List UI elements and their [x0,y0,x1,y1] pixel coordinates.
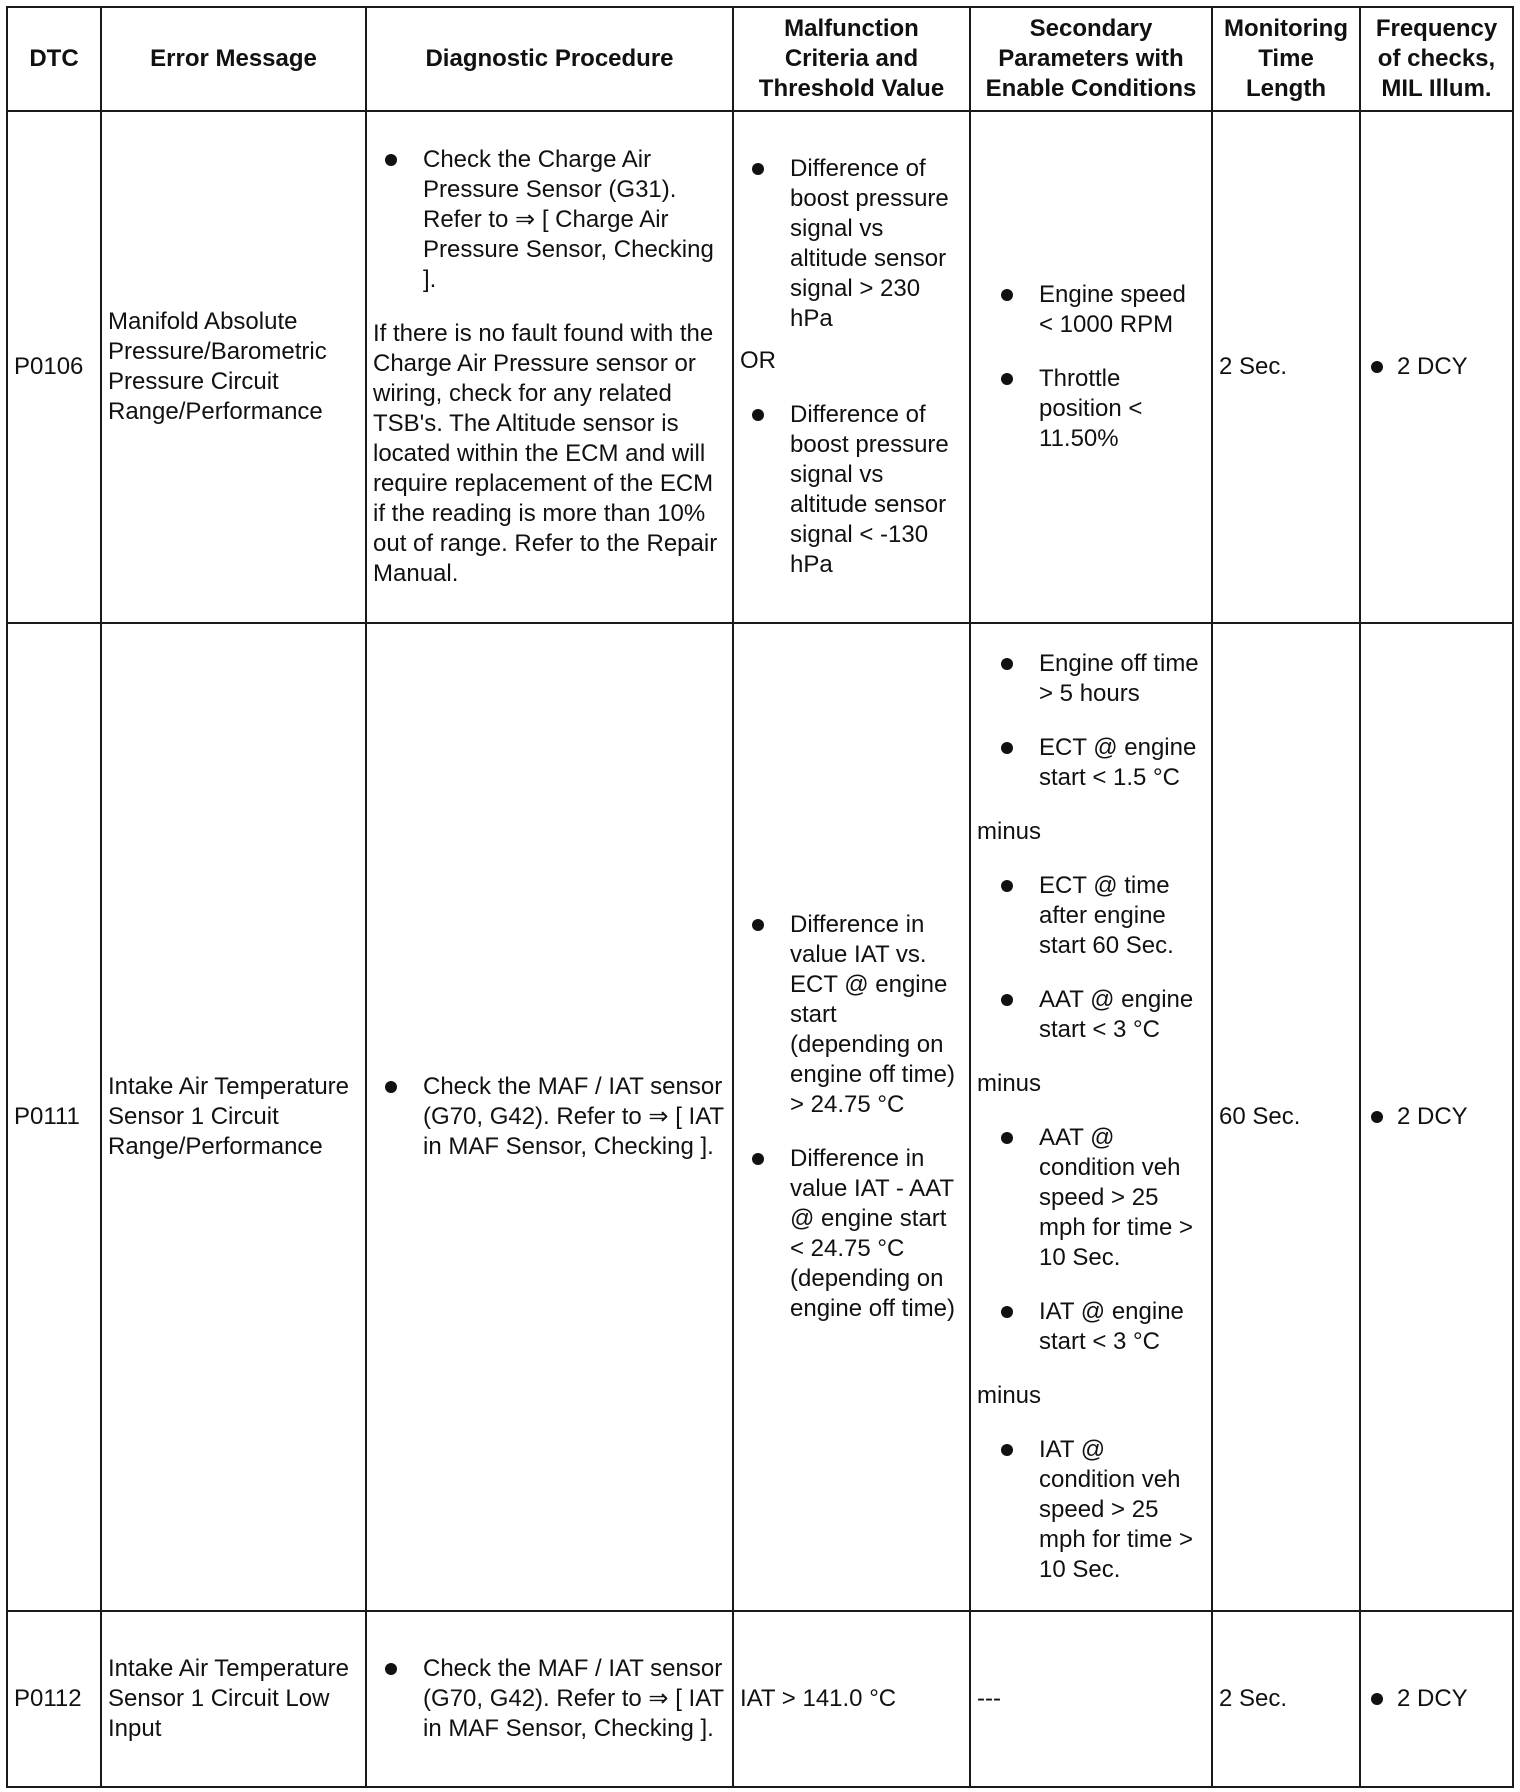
bullet-icon [1371,361,1383,373]
dtc-code: P0106 [7,111,101,623]
monitoring-time: 2 Sec. [1212,1611,1360,1787]
malfunction-criteria [733,623,970,1611]
list-item [989,1297,1205,1357]
procedure-list [373,145,726,295]
criteria-list [740,400,963,580]
secondary-parameters [970,623,1212,1611]
criteria-or: OR [740,347,776,374]
bullet-icon [1001,373,1013,385]
procedure-step: Check the MAF / IAT sensor (G70, G42). Refer to ⇒ [ IAT in MAF Sensor, Checking ]. [423,1073,724,1160]
list-item [373,1654,726,1744]
procedure-list [373,1654,726,1744]
frequency-list [1367,1684,1468,1714]
secondary-list [989,280,1205,454]
procedure-step: Check the Charge Air Pressure Sensor (G31). Refer to ⇒ [ Charge Air Pressure Sensor, Checking ]. [423,146,714,293]
bullet-icon [752,163,764,175]
bullet-icon [1001,289,1013,301]
frequency-value: 2 DCY [1397,1103,1468,1130]
header-secondary-parameters: Secondary Parameters with Enable Conditions [970,7,1212,111]
list-item [989,649,1205,709]
criteria-list [740,154,963,334]
malfunction-criteria: IAT > 141.0 °C [733,1611,970,1787]
error-message: Manifold Absolute Pressure/Barometric Pressure Circuit Range/Performance [101,111,366,623]
list-item [989,985,1205,1045]
list-item [1367,1684,1468,1714]
bullet-icon [1001,880,1013,892]
list-item [989,871,1205,961]
secondary-item: IAT @ engine start < 3 °C [1039,1298,1184,1355]
list-item [989,364,1205,454]
dtc-code: P0112 [7,1611,101,1787]
bullet-icon [752,409,764,421]
bullet-icon [1371,1693,1383,1705]
header-monitoring-time: Monitoring Time Length [1212,7,1360,111]
header-error-message: Error Message [101,7,366,111]
frequency-cell [1360,111,1513,623]
bullet-icon [385,154,397,166]
list-item [373,145,726,295]
secondary-parameters: --- [970,1611,1212,1787]
frequency-list [1367,352,1468,382]
bullet-icon [1001,1132,1013,1144]
list-item [989,280,1205,340]
secondary-item: Throttle position < 11.50% [1039,365,1143,452]
diagnostic-procedure [366,1611,733,1787]
frequency-value: 2 DCY [1397,353,1468,380]
criteria-item: Difference of boost pressure signal vs altitude sensor signal > 230 hPa [790,155,949,332]
secondary-item: Engine off time > 5 hours [1039,650,1199,707]
criteria-item: Difference in value IAT - AAT @ engine start < 24.75 °C (depending on engine off time) [790,1145,955,1322]
secondary-minus: minus [977,1382,1042,1409]
secondary-item: ECT @ engine start < 1.5 °C [1039,734,1197,791]
list-item [1367,352,1468,382]
diagnostic-procedure [366,623,733,1611]
table-row [7,1611,1513,1787]
monitoring-time: 2 Sec. [1212,111,1360,623]
procedure-list [373,1072,726,1162]
bullet-icon [1001,1306,1013,1318]
malfunction-criteria [733,111,970,623]
header-row [7,7,1513,111]
header-dtc: DTC [7,7,101,111]
secondary-parameters [970,111,1212,623]
diagnostic-procedure [366,111,733,623]
secondary-list [989,1123,1205,1357]
criteria-list [740,910,963,1324]
list-item [989,733,1205,793]
frequency-cell [1360,1611,1513,1787]
secondary-item: AAT @ engine start < 3 °C [1039,986,1194,1043]
secondary-list [989,871,1205,1045]
procedure-note: If there is no fault found with the Charge Air Pressure sensor or wiring, check for any related TSB's. The Altitude sensor is located within the ECM and will require replacement of the ECM if the reading is more than 10% out of range. Refer to the Repair Manual. [373,320,718,587]
bullet-icon [1371,1111,1383,1123]
list-item [373,1072,726,1162]
list-item [740,400,963,580]
list-item [740,154,963,334]
header-frequency: Frequency of checks, MIL Illum. [1360,7,1513,111]
bullet-icon [1001,994,1013,1006]
criteria-item: Difference of boost pressure signal vs altitude sensor signal < -130 hPa [790,401,949,578]
secondary-minus: minus [977,818,1042,845]
secondary-list [989,1435,1205,1585]
list-item [1367,1102,1468,1132]
bullet-icon [1001,658,1013,670]
secondary-item: ECT @ time after engine start 60 Sec. [1039,872,1174,959]
secondary-list [989,649,1205,793]
criteria-item: Difference in value IAT vs. ECT @ engine start (depending on engine off time) > 24.75 °C [790,911,955,1118]
frequency-list [1367,1102,1468,1132]
bullet-icon [385,1663,397,1675]
secondary-minus: minus [977,1070,1042,1097]
bullet-icon [1001,1444,1013,1456]
table-row [7,111,1513,623]
error-message: Intake Air Temperature Sensor 1 Circuit Range/Performance [101,623,366,1611]
frequency-cell [1360,623,1513,1611]
header-diagnostic-procedure: Diagnostic Procedure [366,7,733,111]
secondary-item: Engine speed < 1000 RPM [1039,281,1186,338]
list-item [989,1123,1205,1273]
header-malfunction-criteria: Malfunction Criteria and Threshold Value [733,7,970,111]
error-message: Intake Air Temperature Sensor 1 Circuit Low Input [101,1611,366,1787]
procedure-step: Check the MAF / IAT sensor (G70, G42). Refer to ⇒ [ IAT in MAF Sensor, Checking ]. [423,1655,724,1742]
monitoring-time: 60 Sec. [1212,623,1360,1611]
list-item [740,910,963,1120]
dtc-code: P0111 [7,623,101,1611]
table-row [7,623,1513,1611]
bullet-icon [385,1081,397,1093]
bullet-icon [1001,742,1013,754]
secondary-item: AAT @ condition veh speed > 25 mph for time > 10 Sec. [1039,1124,1194,1271]
list-item [740,1144,963,1324]
frequency-value: 2 DCY [1397,1685,1468,1712]
secondary-item: IAT @ condition veh speed > 25 mph for time > 10 Sec. [1039,1436,1194,1583]
bullet-icon [752,1153,764,1165]
list-item [989,1435,1205,1585]
bullet-icon [752,919,764,931]
dtc-table [6,6,1514,1788]
